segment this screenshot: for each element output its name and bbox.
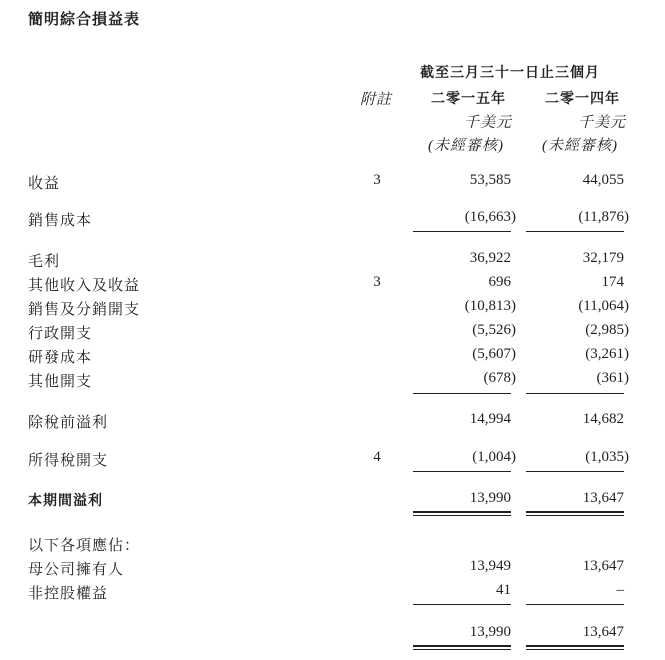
subtotal-rule [413, 393, 511, 394]
value-2015: 13,949 [469, 558, 511, 574]
row-other-income [0, 274, 665, 294]
value-2015: 696 [488, 274, 511, 290]
row-label: 以下各項應佔： [28, 538, 141, 554]
row-income-tax [0, 449, 665, 469]
row-note: 4 [373, 449, 381, 465]
row-revenue [0, 172, 665, 192]
value-2014: – [616, 582, 624, 598]
value-2015: 14,994 [469, 411, 511, 427]
row-label: 母公司擁有人 [28, 562, 125, 578]
col-2014-unit: 千美元 [578, 115, 627, 131]
value-2014: 14,682 [582, 411, 624, 427]
total-double-rule [413, 645, 511, 650]
col-2014-audit: (未經審核) [542, 138, 618, 154]
value-2015: (10,813) [464, 298, 516, 314]
row-label: 本期間溢利 [28, 493, 103, 509]
col-2015-unit: 千美元 [464, 115, 513, 131]
row-profit-for-period [0, 490, 665, 510]
subtotal-rule [413, 231, 511, 232]
row-admin-expenses [0, 322, 665, 342]
col-2015-header: 二零一五年 [431, 91, 506, 107]
value-2015: 13,990 [469, 490, 511, 506]
row-label: 行政開支 [28, 326, 93, 342]
value-2014: (11,876) [578, 209, 629, 225]
note-column-header: 附註 [360, 92, 393, 108]
value-2014: (3,261) [585, 346, 629, 362]
row-label: 銷售及分銷開支 [28, 302, 141, 318]
row-total [0, 624, 665, 644]
value-2014: 174 [601, 274, 624, 290]
row-non-controlling-interests [0, 582, 665, 602]
row-label: 除稅前溢利 [28, 415, 109, 431]
subtotal-rule [526, 231, 624, 232]
subtotal-rule [526, 604, 624, 605]
period-header: 截至三月三十一日止三個月 [420, 65, 600, 81]
total-double-rule [526, 645, 624, 650]
value-2015: (5,607) [472, 346, 516, 362]
total-double-rule [413, 511, 511, 516]
subtotal-rule [413, 604, 511, 605]
row-profit-before-tax [0, 411, 665, 431]
col-2015-audit: (未經審核) [428, 138, 504, 154]
row-owners-of-parent [0, 558, 665, 578]
row-cost-of-sales [0, 209, 665, 229]
row-label: 銷售成本 [28, 213, 93, 229]
value-2014: 13,647 [582, 490, 624, 506]
value-2014: (11,064) [578, 298, 629, 314]
value-2014: (361) [596, 370, 629, 386]
value-2015: 41 [496, 582, 511, 598]
row-label: 其他開支 [28, 374, 93, 390]
row-attributable-to [0, 534, 665, 554]
value-2015: 53,585 [469, 172, 511, 188]
value-2015: (1,004) [472, 449, 516, 465]
row-label: 非控股權益 [28, 586, 109, 602]
value-2015: (5,526) [472, 322, 516, 338]
row-label: 收益 [28, 176, 61, 192]
row-label: 研發成本 [28, 350, 93, 366]
subtotal-rule [526, 471, 624, 472]
value-2014: 32,179 [582, 250, 624, 266]
row-label: 毛利 [28, 254, 61, 270]
statement-title: 簡明綜合損益表 [28, 10, 141, 28]
value-2014: (1,035) [585, 449, 629, 465]
row-selling-distribution [0, 298, 665, 318]
row-gross-profit [0, 250, 665, 270]
row-rd-costs [0, 346, 665, 366]
total-double-rule [526, 511, 624, 516]
subtotal-rule [413, 471, 511, 472]
value-2015: (16,663) [464, 209, 516, 225]
value-2015: 13,990 [469, 624, 511, 640]
value-2014: 13,647 [582, 558, 624, 574]
value-2014: (2,985) [585, 322, 629, 338]
value-2014: 44,055 [582, 172, 624, 188]
row-note: 3 [373, 172, 381, 188]
col-2014-header: 二零一四年 [545, 91, 620, 107]
subtotal-rule [526, 393, 624, 394]
row-label: 所得稅開支 [28, 453, 109, 469]
row-other-expenses [0, 370, 665, 390]
value-2014: 13,647 [582, 624, 624, 640]
value-2015: (678) [483, 370, 516, 386]
row-label: 其他收入及收益 [28, 278, 141, 294]
value-2015: 36,922 [469, 250, 511, 266]
row-note: 3 [373, 274, 381, 290]
